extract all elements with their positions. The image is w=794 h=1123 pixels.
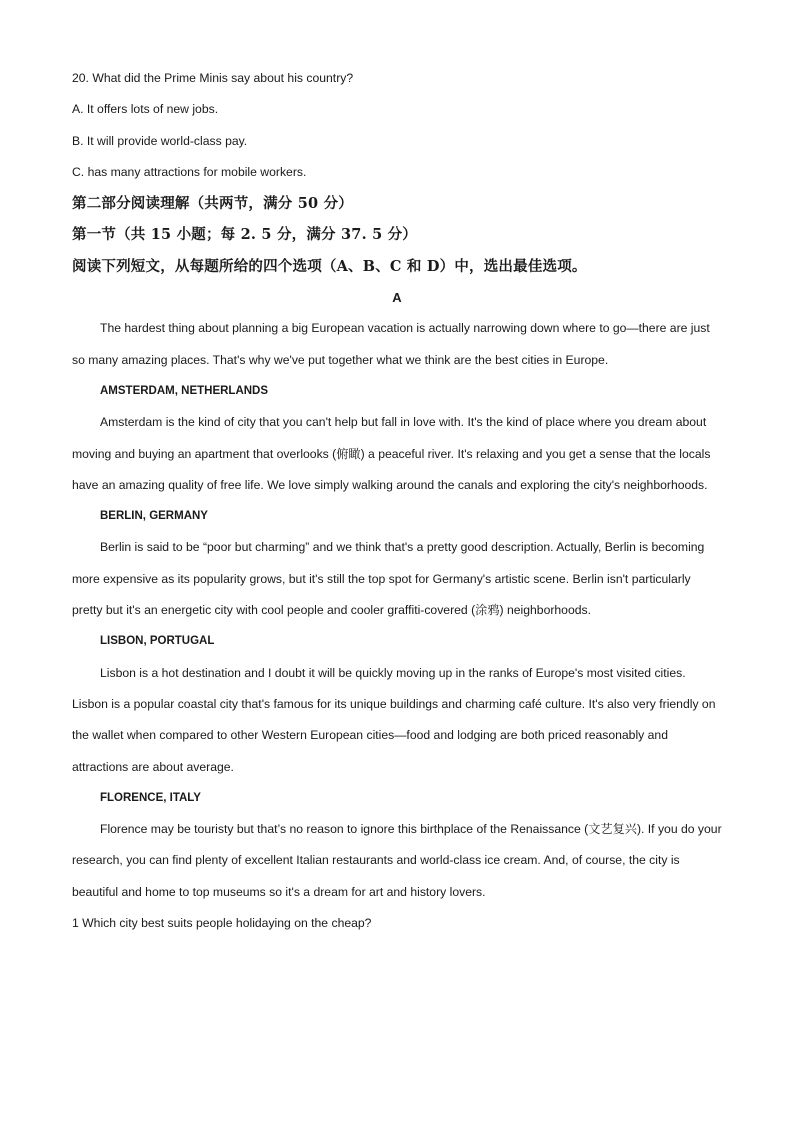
city-heading-amsterdam: AMSTERDAM, NETHERLANDS — [100, 384, 269, 397]
reading-question-1: 1 Which city best suits people holidaying on the cheap? — [72, 916, 372, 931]
city-text-amsterdam: Amsterdam is the kind of city that you can't help but fall in love with. It's the kind of place where you dream about moving and buying an apartment that overlooks (俯瞰) a peaceful river. It's relaxing and you get a sense that the locals have an amazing quality of free life. We love simply walking around the canals and exploring the city's neighborhoods. — [72, 415, 711, 492]
city-heading-berlin: BERLIN, GERMANY — [100, 510, 208, 523]
option-a: A. It offers lots of new jobs. — [72, 102, 219, 117]
part-two-title: 第二部分阅读理解（共两节，满分 50 分） — [72, 195, 353, 213]
option-b: B. It will provide world-class pay. — [72, 133, 248, 148]
city-text-lisbon: Lisbon is a hot destination and I doubt it will be quickly moving up in the ranks of Europe's most visited cities. Lisbon is a popular coastal city that's famous for its unique buildings and charming café culture. It's also very friendly on the wallet when compared to other Western European cities—food and lodging are both priced reasonably and attractions are about average. — [72, 665, 716, 774]
option-c: C. has many attractions for mobile workers. — [72, 164, 307, 179]
passage-letter: A — [392, 290, 402, 306]
city-heading-florence: FLORENCE, ITALY — [100, 791, 201, 804]
city-text-berlin: Berlin is said to be “poor but charming” and we think that's a pretty good description. Actually, Berlin is becoming more expensive as its popularity grows, but it's still the top spot for Germany's artistic scene. Berlin isn't particularly pretty but it's an energetic city with cool people and cooler graffiti-covered (涂鸦) neighborhoods. — [72, 540, 705, 618]
document-page — [72, 63, 722, 939]
reading-instruction: 阅读下列短文，从每题所给的四个选项（A、B、C 和 D）中，选出最佳选项。 — [72, 257, 587, 275]
city-text-florence: Florence may be touristy but that’s no reason to ignore this birthplace of the Renaissance (文艺复兴). If you do your research, you can find plenty of excellent Italian restaurants and world-class ice cream. And, of course, the city is beautiful and home to top museums so it's a dream for art and history lovers. — [72, 822, 722, 899]
passage-intro: The hardest thing about planning a big European vacation is actually narrowing down where to go—there are just so many amazing places. That's why we've put together what we think are the best cities in Europe. — [72, 321, 710, 367]
section-one-title: 第一节（共 15 小题；每 2. 5 分，满分 37. 5 分） — [72, 226, 418, 244]
city-heading-lisbon: LISBON, PORTUGAL — [100, 635, 215, 648]
listening-question-20: 20. What did the Prime Minis say about his country? — [72, 71, 354, 85]
